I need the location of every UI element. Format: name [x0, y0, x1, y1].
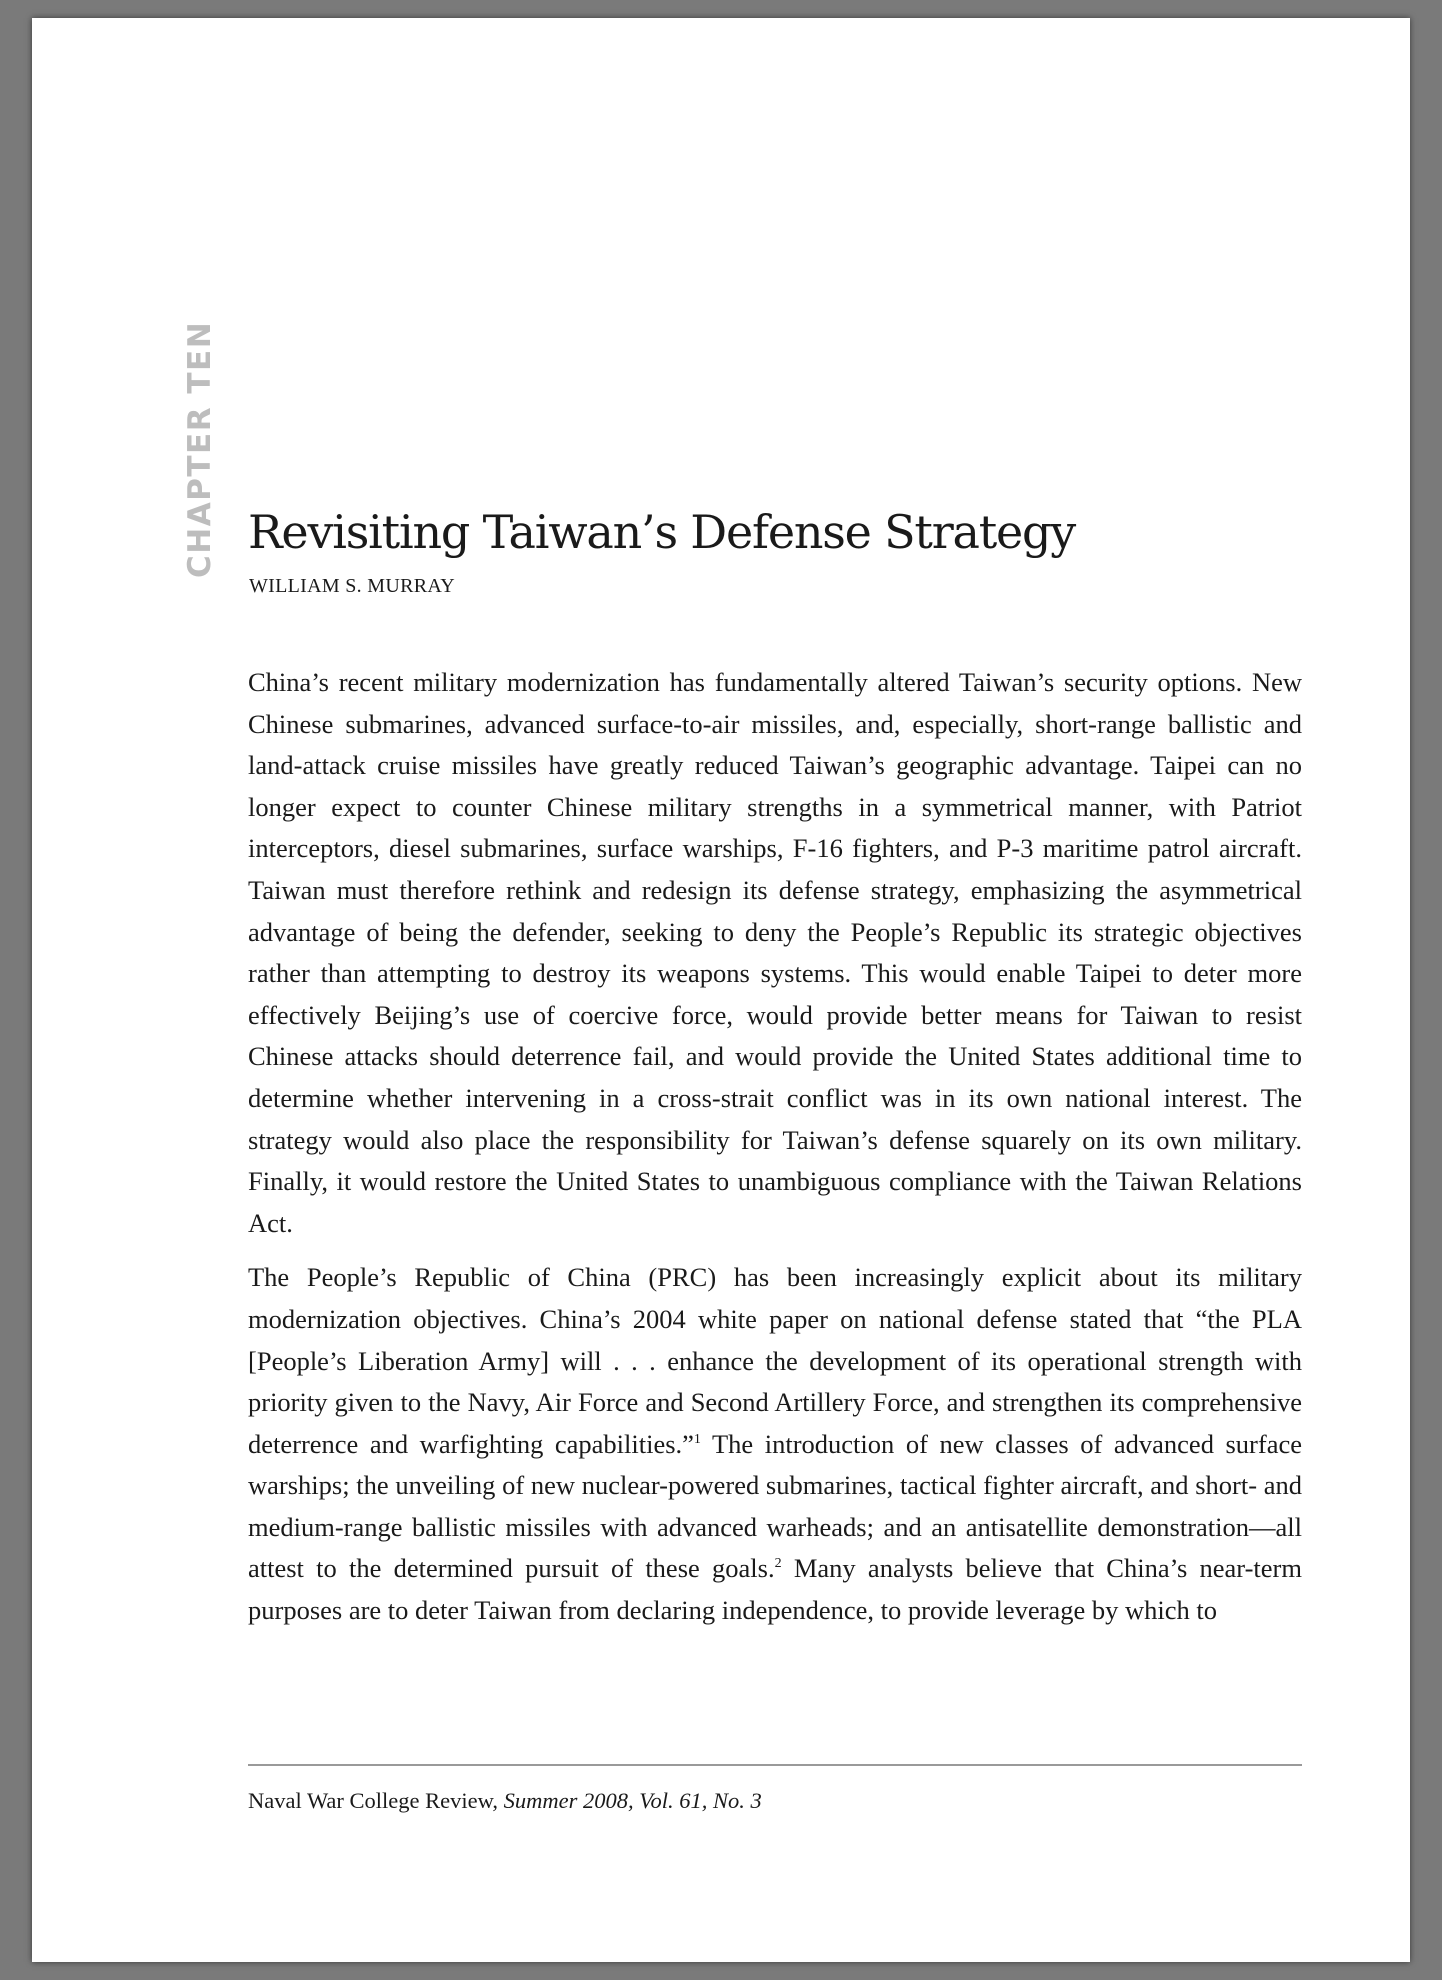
footnote-ref-2[interactable]: 2	[774, 1556, 782, 1572]
page-footer	[248, 1788, 762, 1814]
article-body	[248, 662, 1302, 1645]
article-title: Revisiting Taiwan’s Defense Strategy	[248, 505, 1076, 559]
footer-rule	[248, 1764, 1302, 1766]
paragraph-2-text-a: The People’s Republic of China (PRC) has been increasingly explicit about its military modernization objectives. China’s 2004 white paper on national defense stated that “the PLA [People’s Liberation Army] will . . . enhance the development of its operational strength with priority given to the Navy, Air Force and Second Artillery Force, and strengthen its comprehensive deterrence and warfighting capabilities.”	[248, 1262, 1302, 1459]
document-page	[32, 18, 1410, 1962]
article-author: WILLIAM S. MURRAY	[249, 575, 456, 597]
chapter-label: CHAPTER TEN	[182, 320, 218, 578]
footer-journal: Naval War College Review,	[248, 1788, 504, 1813]
footnote-ref-1[interactable]: 1	[693, 1431, 701, 1447]
paragraph-2-text-b: The introduction of new classes of advanced surface warships; the unveiling of new nuclear-powered submarines, tactical fighter aircraft, and short- and medium-range ballistic missiles with advanced warheads; and an antisatellite demonstration—all attest to the determined pursuit of these goals.	[248, 1428, 1302, 1584]
body-paragraph-1: China’s recent military modernization has fundamentally altered Taiwan’s security options. New Chinese submarines, advanced surface-to-air missiles, and, especially, short-range ballistic and land-attack cruise missiles have greatly reduced Taiwan’s geographic advantage. Taipei can no longer expect to counter Chinese military strengths in a symmetrical manner, with Patriot interceptors, diesel submarines, surface warships, F-16 fighters, and P-3 maritime patrol aircraft. Taiwan must therefore rethink and redesign its defense strategy, emphasizing the asymmetrical advantage of being the defender, seeking to deny the People’s Republic its strategic objectives rather than attempting to destroy its weapons systems. This would enable Taipei to deter more effectively Beijing’s use of coercive force, would provide better means for Taiwan to resist Chinese attacks should deterrence fail, and would provide the United States additional time to determine whether intervening in a cross-strait conflict was in its own national interest. The strategy would also place the responsibility for Taiwan’s defense squarely on its own military. Finally, it would restore the United States to unambiguous compliance with the Taiwan Relations Act.	[248, 667, 1302, 1238]
footer-issue: Summer 2008, Vol. 61, No. 3	[503, 1788, 762, 1813]
body-paragraph-2	[248, 1257, 1302, 1631]
paragraph-2-text-c: Many analysts believe that China’s near-term purposes are to deter Taiwan from declaring independence, to provide leverage by which to	[248, 1553, 1302, 1626]
